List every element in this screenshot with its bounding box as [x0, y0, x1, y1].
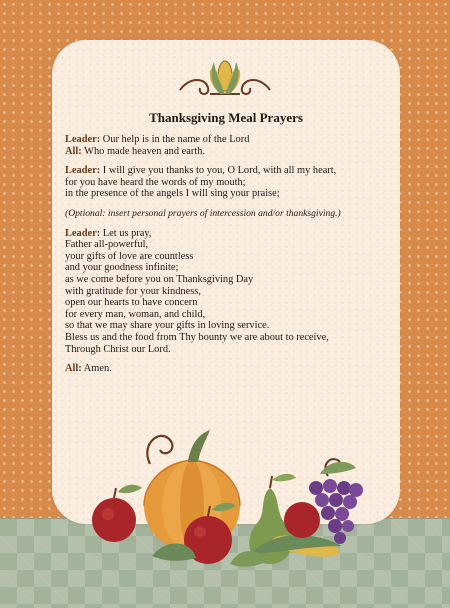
prayer-line: Amen.	[81, 363, 112, 375]
prayer-line: I will give you thanks to you, O Lord, with all my heart,	[100, 165, 337, 177]
prayer-line: in the presence of the angels I will sing your praise;	[65, 188, 280, 200]
closing-response	[65, 363, 395, 375]
text-line	[65, 134, 395, 146]
prayer-line: Through Christ our Lord.	[65, 343, 171, 355]
prayer-text	[65, 134, 395, 383]
corn-ornament-icon	[170, 58, 280, 100]
text-line	[65, 363, 395, 375]
text-line	[65, 146, 395, 158]
speaker-label: Leader:	[65, 227, 101, 239]
text-line	[65, 165, 395, 177]
speaker-label: All:	[65, 145, 82, 157]
prayer-line: Let us pray,	[100, 227, 152, 239]
prayer-line: with gratitude for your kindness,	[65, 285, 201, 297]
apple-right-icon	[284, 502, 320, 538]
note-text: (Optional: insert personal prayers of intercession and/or thanksgiving.)	[65, 207, 341, 219]
prayer-line: Father all-powerful,	[65, 239, 149, 251]
prayer-line: and your goodness infinite;	[65, 262, 179, 274]
prayer-line: as we come before you on Thanksgiving Day	[65, 273, 254, 285]
prayer-line: Who made heaven and earth.	[81, 145, 206, 157]
speaker-label: All:	[65, 363, 82, 375]
opening-versicle	[65, 134, 395, 157]
speaker-label: Leader:	[65, 134, 101, 145]
apple-left-icon	[92, 485, 142, 542]
prayer-line: Bless us and the food from Thy bounty we are about to receive,	[65, 331, 329, 343]
harvest-icon	[80, 424, 380, 574]
grapes-icon	[309, 462, 363, 544]
page-title: Thanksgiving Meal Prayers	[149, 110, 303, 125]
text-line	[65, 228, 395, 240]
main-prayer	[65, 228, 395, 356]
prayer-line: for you have heard the words of my mouth;	[65, 176, 246, 188]
psalm-verse	[65, 165, 395, 200]
optional-note	[65, 208, 395, 220]
speaker-label: Leader:	[65, 165, 101, 177]
prayer-line: for every man, woman, and child,	[65, 308, 206, 320]
prayer-line: so that we may share your gifts in loving service.	[65, 320, 270, 332]
prayer-line: open our hearts to have concern	[65, 297, 198, 309]
prayer-line: your gifts of love are countless	[65, 250, 194, 262]
prayer-line: Our help is in the name of the Lord	[100, 134, 250, 145]
